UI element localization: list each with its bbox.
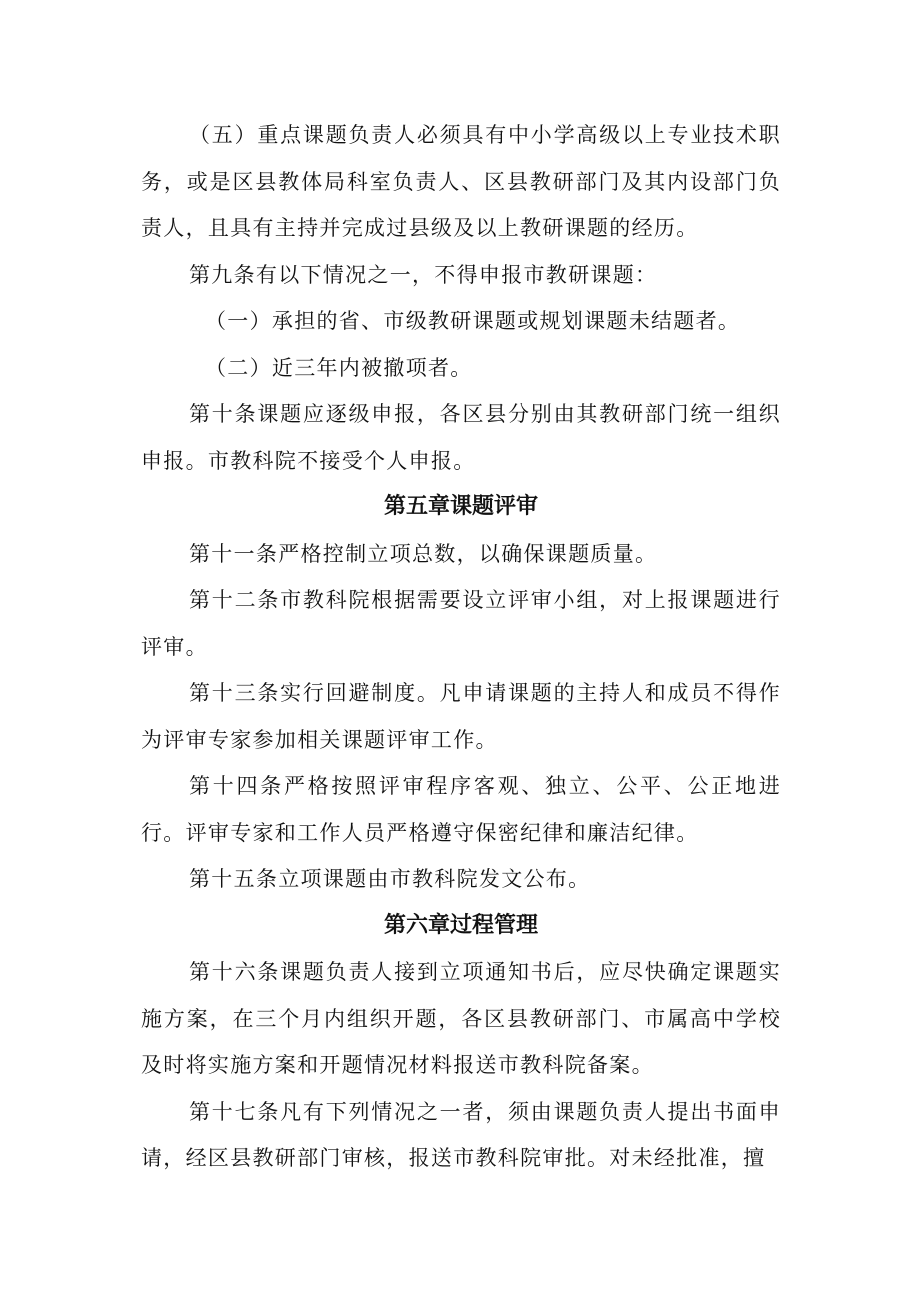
article-17: 第十七条凡有下列情况之一者，须由课题负责人提出书面申请，经区县教研部门审核，报送市教科院审批。对未经批准，擅 (141, 1099, 781, 1170)
document-page (141, 112, 781, 1182)
article-15: 第十五条立项课题由市教科院发文公布。 (189, 867, 591, 891)
chapter-6-heading: 第六章过程管理 (383, 912, 538, 938)
article-9-item-1: （一）承担的省、市级教研课题或规划课题未结题者。 (205, 309, 741, 333)
chapter-5-heading: 第五章课题评审 (383, 494, 538, 519)
article-9-item-2: （二）近三年内被撤项者。 (205, 355, 473, 380)
article-16: 第十六条课题负责人接到立项通知书后，应尽快确定课题实施方案，在三个月内组织开题，各区县教研部门、市属高中学校及时将实施方案和开题情况材料报送市教科院备案。 (141, 960, 781, 1077)
article-13: 第十三条实行回避制度。凡申请课题的主持人和成员不得作为评审专家参加相关课题评审工作。 (141, 681, 781, 752)
article-11: 第十一条严格控制立项总数，以确保课题质量。 (189, 541, 658, 566)
article-12: 第十二条市教科院根据需要设立评审小组，对上报课题进行评审。 (141, 588, 781, 659)
article-14: 第十四条严格按照评审程序客观、独立、公平、公正地进行。评审专家和工作人员严格遵守保密纪律和廉洁纪律。 (141, 774, 781, 845)
article-10: 第十条课题应逐级申报，各区县分别由其教研部门统一组织申报。市教科院不接受个人申报。 (141, 402, 781, 473)
article-9: 第九条有以下情况之一，不得申报市教研课题： (189, 262, 658, 287)
paragraph-item-5-requirement: （五）重点课题负责人必须具有中小学高级以上专业技术职务，或是区县教体局科室负责人、区县教研部门及其内设部门负责人，且具有主持并完成过县级及以上教研课题的经历。 (141, 123, 781, 240)
